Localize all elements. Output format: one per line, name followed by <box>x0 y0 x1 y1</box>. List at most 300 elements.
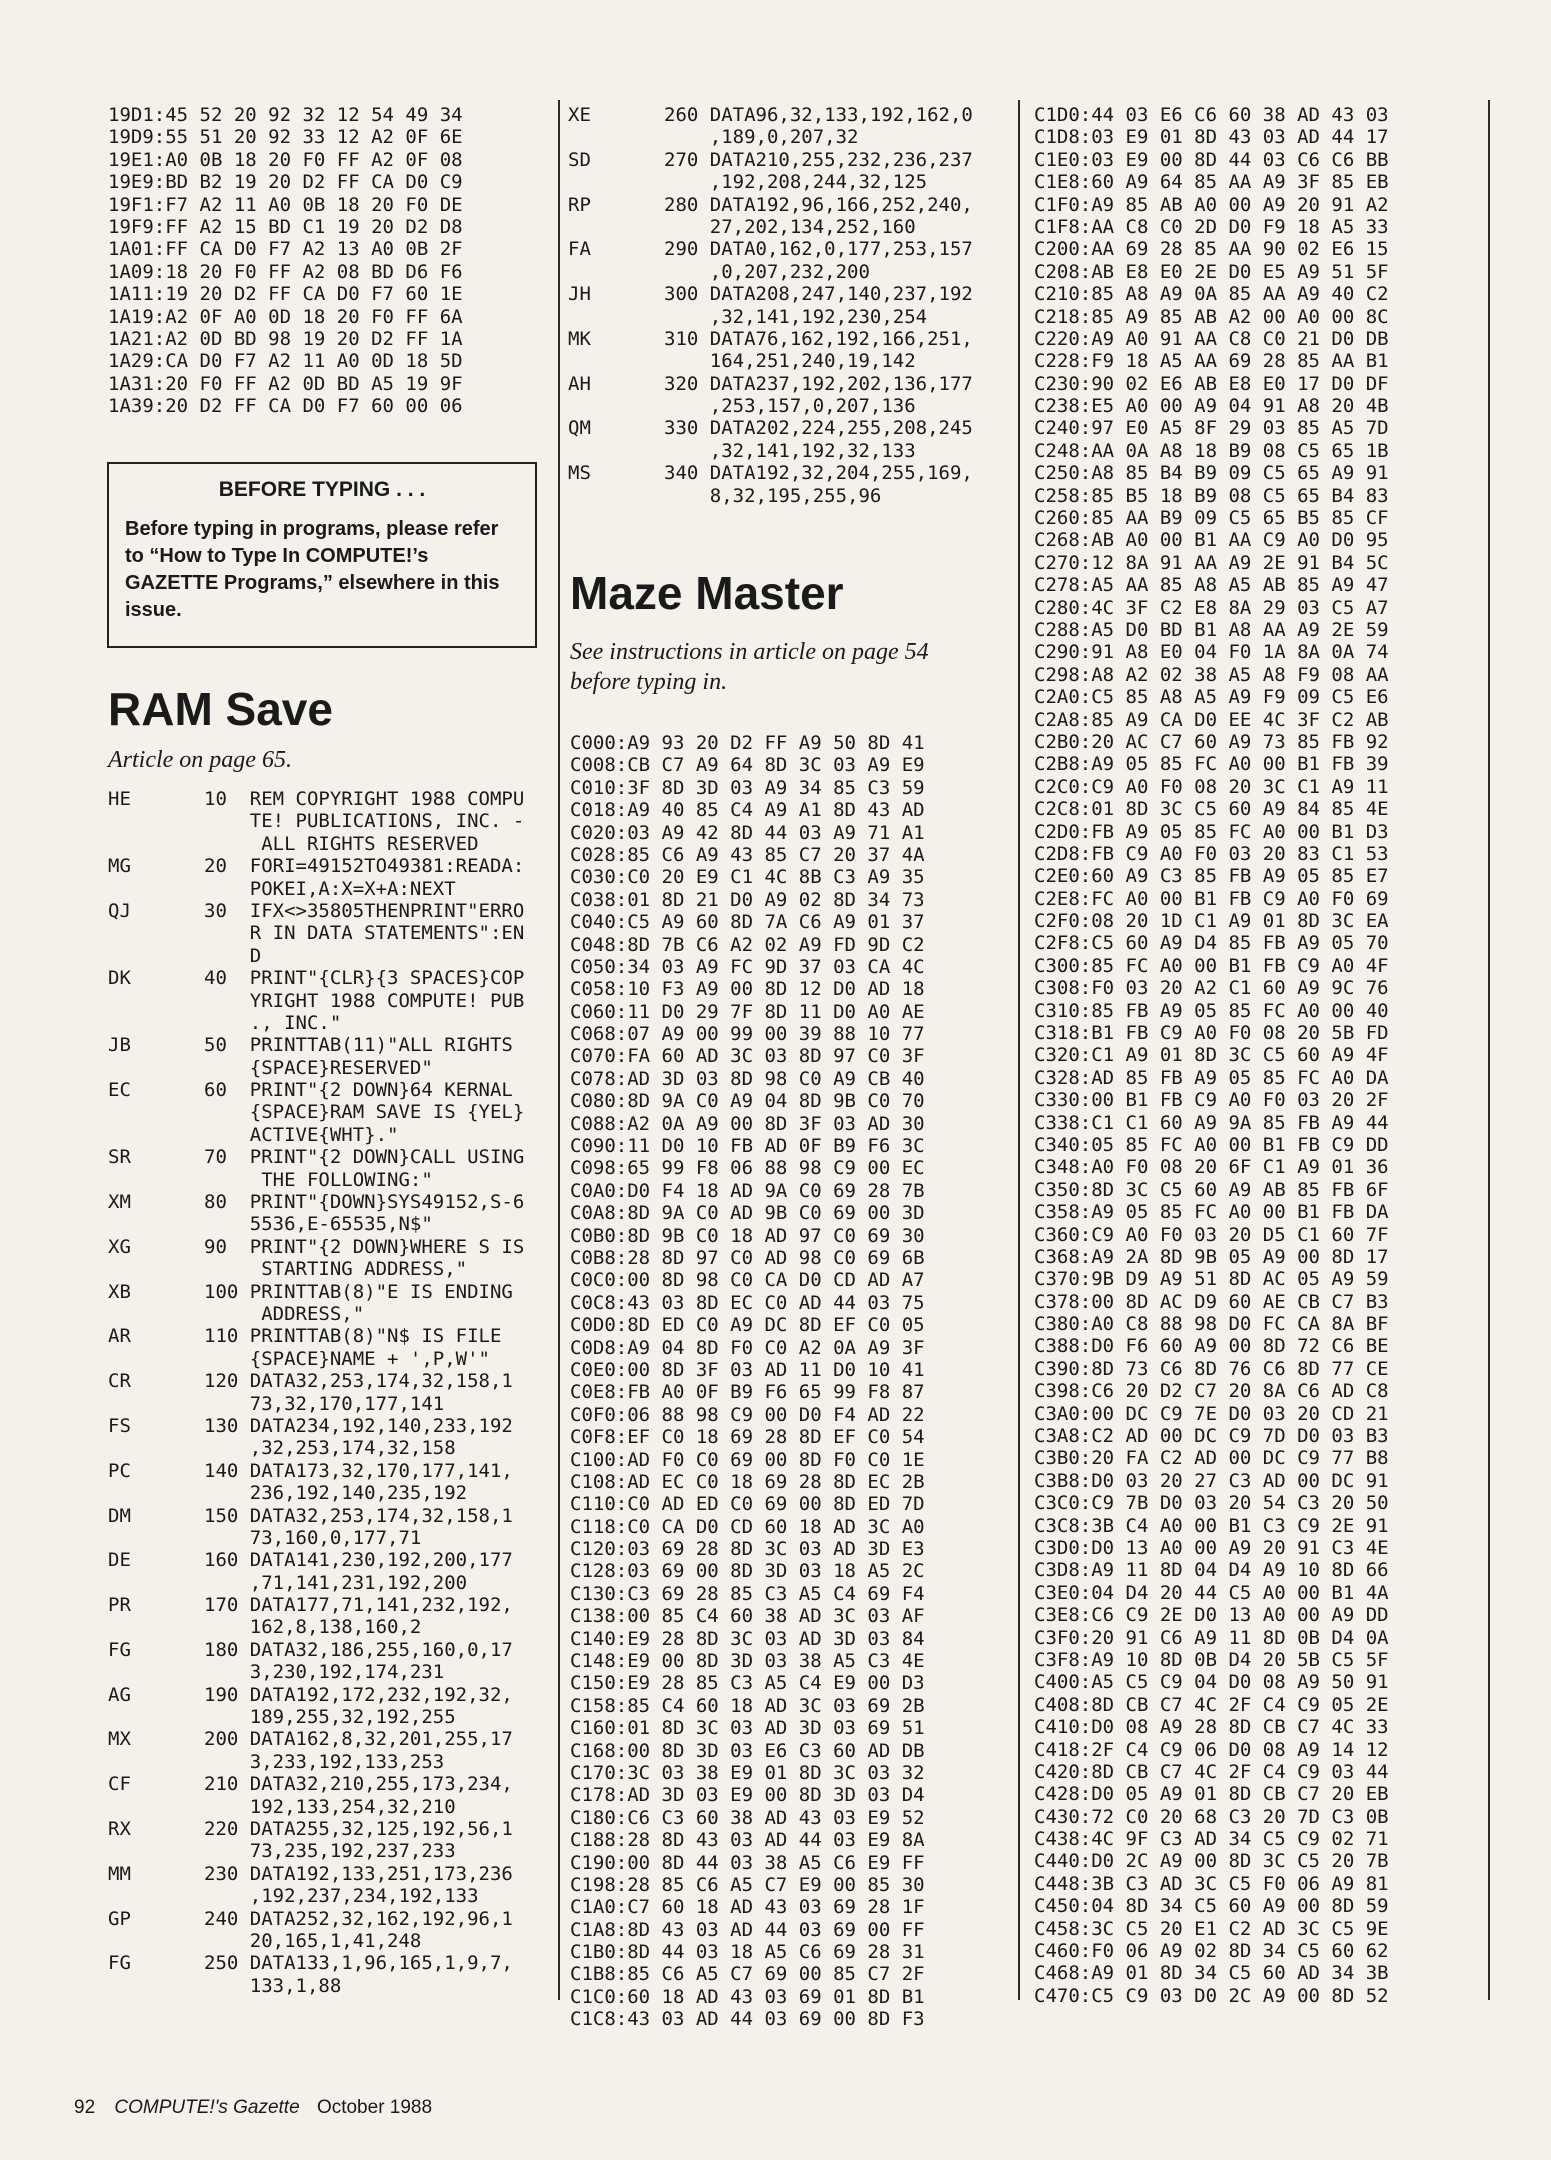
ram-save-line <box>108 990 524 1012</box>
program-text: 70 PRINT"{2 DOWN}CALL USING <box>204 1146 525 1169</box>
col2-hex-line: C0A0:D0 F4 18 AD 9A C0 69 28 7B <box>570 1179 925 1202</box>
col3-hex-line: C388:D0 F6 60 A9 00 8D 72 C6 BE <box>1034 1335 1389 1358</box>
col3-hex-line: C238:E5 A0 00 A9 04 91 A8 20 4B <box>1034 395 1389 418</box>
col3-hex-line: C290:91 A8 E0 04 F0 1A 8A 0A 74 <box>1034 641 1389 664</box>
program-text: 3,233,192,133,253 <box>204 1750 445 1773</box>
checksum-code <box>568 395 664 417</box>
checksum-code <box>568 485 664 507</box>
ram-save-line <box>108 1169 524 1191</box>
col2-basic-line <box>568 261 973 283</box>
ram-save-line <box>108 945 524 967</box>
program-text: 164,251,240,19,142 <box>664 350 916 373</box>
checksum-code <box>108 1482 204 1504</box>
ram-save-line <box>108 1773 524 1795</box>
col3-hex-line: C430:72 C0 20 68 C3 20 7D C3 0B <box>1034 1805 1389 1828</box>
col2-basic-line <box>568 194 973 216</box>
col2-hex-line: C1C0:60 18 AD 43 03 69 01 8D B1 <box>570 1985 925 2008</box>
checksum-code: FS <box>108 1414 131 1437</box>
col3-hex-line: C408:8D CB C7 4C 2F C4 C9 05 2E <box>1034 1693 1389 1716</box>
checksum-code: AR <box>108 1325 131 1348</box>
program-text: ,32,141,192,230,254 <box>664 305 928 328</box>
ram-save-line <box>108 1684 524 1706</box>
ram-save-line <box>108 1908 524 1930</box>
col3-hex-line: C3D0:D0 13 A0 00 A9 20 91 C3 4E <box>1034 1537 1389 1559</box>
checksum-code: DE <box>108 1549 131 1572</box>
program-text: 236,192,140,235,192 <box>204 1482 468 1505</box>
ram-save-line <box>108 1549 524 1571</box>
checksum-code <box>108 1101 204 1123</box>
col2-basic-line <box>568 350 973 372</box>
ram-save-subtitle: Article on page 65. <box>108 747 292 773</box>
col3-hex-line: C260:85 AA B9 09 C5 65 B5 85 CF <box>1034 507 1389 530</box>
col1-hex-line: 19E9:BD B2 19 20 D2 FF CA D0 C9 <box>108 171 463 194</box>
col2-hex-line: C0E8:FB A0 0F B9 F6 65 99 F8 87 <box>570 1381 925 1404</box>
checksum-code: QM <box>568 417 591 440</box>
col3-hex-line: C2E0:60 A9 C3 85 FB A9 05 85 E7 <box>1034 865 1389 888</box>
program-text: 140 DATA173,32,170,177,141, <box>204 1459 513 1482</box>
checksum-code <box>108 1012 204 1034</box>
col3-hex-line: C328:AD 85 FB A9 05 85 FC A0 DA <box>1034 1066 1389 1089</box>
ram-save-line <box>108 788 524 810</box>
checksum-code: AG <box>108 1683 131 1706</box>
col3-hex-line: C438:4C 9F C3 AD 34 C5 C9 02 71 <box>1034 1828 1389 1851</box>
col3-hex-line: C398:C6 20 D2 C7 20 8A C6 AD C8 <box>1034 1380 1389 1403</box>
checksum-code <box>108 1840 204 1862</box>
col1-hex-line: 19F9:FF A2 15 BD C1 19 20 D2 D8 <box>108 215 463 238</box>
checksum-code <box>108 1124 204 1146</box>
checksum-code: JH <box>568 283 591 306</box>
col3-hex-line: C2C0:C9 A0 F0 08 20 3C C1 A9 11 <box>1034 775 1389 798</box>
col3-hex-line: C448:3B C3 AD 3C C5 F0 06 A9 81 <box>1034 1872 1389 1895</box>
col3-hex-listing <box>1034 104 1389 2007</box>
col2-basic-line <box>568 306 973 328</box>
col2-hex-line: C138:00 85 C4 60 38 AD 3C 03 AF <box>570 1605 925 1628</box>
col3-hex-line: C370:9B D9 A9 51 8D AC 05 A9 59 <box>1034 1268 1389 1291</box>
maze-master-title: Maze Master <box>570 567 844 619</box>
col3-hex-line: C418:2F C4 C9 06 D0 08 A9 14 12 <box>1034 1738 1389 1761</box>
col2-hex-line: C090:11 D0 10 FB AD 0F B9 F6 3C <box>570 1135 925 1158</box>
col3-hex-line: C3C0:C9 7B D0 03 20 54 C3 20 50 <box>1034 1492 1389 1515</box>
checksum-code: FG <box>108 1638 131 1661</box>
program-text: 3,230,192,174,231 <box>204 1661 445 1684</box>
col2-hex-line: C020:03 A9 42 8D 44 03 A9 71 A1 <box>570 821 925 844</box>
checksum-code <box>108 1930 204 1952</box>
checksum-code: JB <box>108 1034 131 1057</box>
ram-save-line <box>108 1930 524 1952</box>
ram-save-line <box>108 1952 524 1974</box>
program-text: 100 PRINTTAB(8)"E IS ENDING <box>204 1280 513 1303</box>
program-text: 60 PRINT"{2 DOWN}64 KERNAL <box>204 1079 513 1102</box>
col2-basic-line <box>568 328 973 350</box>
col3-hex-line: C250:A8 85 B4 B9 09 C5 65 A9 91 <box>1034 462 1389 485</box>
checksum-code: MG <box>108 855 131 878</box>
program-text: 190 DATA192,172,232,192,32, <box>204 1683 513 1706</box>
col2-hex-line: C0E0:00 8D 3F 03 AD 11 D0 10 41 <box>570 1358 925 1381</box>
ram-save-title: RAM Save <box>108 683 333 735</box>
col3-hex-line: C340:05 85 FC A0 00 B1 FB C9 DD <box>1034 1133 1389 1156</box>
col3-hex-line: C2D8:FB C9 A0 F0 03 20 83 C1 53 <box>1034 842 1389 865</box>
checksum-code: EC <box>108 1079 131 1102</box>
col2-hex-line: C128:03 69 00 8D 3D 03 18 A5 2C <box>570 1560 925 1583</box>
col3-hex-line: C2C8:01 8D 3C C5 60 A9 84 85 4E <box>1034 798 1389 821</box>
ram-save-line <box>108 1370 524 1392</box>
ram-save-line <box>108 1437 524 1459</box>
col2-hex-line: C0D0:8D ED C0 A9 DC 8D EF C0 05 <box>570 1314 925 1337</box>
col2-hex-line: C060:11 D0 29 7F 8D 11 D0 A0 AE <box>570 1000 925 1023</box>
ram-save-line <box>108 1706 524 1728</box>
ram-save-line <box>108 1303 524 1325</box>
program-text: 240 DATA252,32,162,192,96,1 <box>204 1907 513 1930</box>
col3-hex-line: C468:A9 01 8D 34 C5 60 AD 34 3B <box>1034 1962 1389 1985</box>
col1-hex-listing <box>108 104 463 417</box>
before-typing-box <box>107 462 537 648</box>
col2-hex-line: C198:28 85 C6 A5 C7 E9 00 85 30 <box>570 1873 925 1896</box>
program-text: 27,202,134,252,160 <box>664 215 916 238</box>
col2-hex-line: C078:AD 3D 03 8D 98 C0 A9 CB 40 <box>570 1067 925 1090</box>
col2-hex-line: C038:01 8D 21 D0 A9 02 8D 34 73 <box>570 888 925 911</box>
col2-hex-line: C028:85 C6 A9 43 85 C7 20 37 4A <box>570 843 925 866</box>
checksum-code <box>108 1169 204 1191</box>
col2-hex-line: C130:C3 69 28 85 C3 A5 C4 69 F4 <box>570 1582 925 1605</box>
checksum-code <box>108 1616 204 1638</box>
checksum-code <box>108 922 204 944</box>
col2-hex-line: C000:A9 93 20 D2 FF A9 50 8D 41 <box>570 732 925 754</box>
program-text: 200 DATA162,8,32,201,255,17 <box>204 1728 513 1751</box>
program-text: 133,1,88 <box>204 1974 342 1997</box>
col3-hex-line: C320:C1 A9 01 8D 3C C5 60 A9 4F <box>1034 1044 1389 1067</box>
checksum-code <box>568 216 664 238</box>
col3-hex-line: C2A0:C5 85 A8 A5 A9 F9 09 C5 E6 <box>1034 686 1389 709</box>
col2-hex-line: C148:E9 00 8D 3D 03 38 A5 C3 4E <box>570 1650 925 1673</box>
col3-hex-line: C420:8D CB C7 4C 2F C4 C9 03 44 <box>1034 1760 1389 1783</box>
col3-hex-line: C3A0:00 DC C9 7E D0 03 20 CD 21 <box>1034 1402 1389 1425</box>
col2-basic-line <box>568 104 973 126</box>
checksum-code: CF <box>108 1773 131 1796</box>
col3-hex-line: C2E8:FC A0 00 B1 FB C9 A0 F0 69 <box>1034 887 1389 910</box>
checksum-code: FA <box>568 238 591 261</box>
checksum-code <box>108 833 204 855</box>
program-text: ADDRESS," <box>204 1302 365 1325</box>
col2-hex-line: C108:AD EC C0 18 69 28 8D EC 2B <box>570 1470 925 1493</box>
col2-hex-line: C120:03 69 28 8D 3C 03 AD 3D E3 <box>570 1538 925 1561</box>
program-text: 280 DATA192,96,166,252,240, <box>664 193 973 216</box>
program-text: ,192,237,234,192,133 <box>204 1885 479 1908</box>
checksum-code: RX <box>108 1817 131 1840</box>
ram-save-line <box>108 1034 524 1056</box>
maze-master-subtitle-1: See instructions in article on page 54 <box>570 639 929 665</box>
program-text: ,253,157,0,207,136 <box>664 395 916 418</box>
program-text: 30 IFX<>35805THENPRINT"ERRO <box>204 899 525 922</box>
col2-basic-line <box>568 171 973 193</box>
col3-hex-line: C470:C5 C9 03 D0 2C A9 00 8D 52 <box>1034 1984 1389 2007</box>
ram-save-line <box>108 1101 524 1123</box>
ram-save-line <box>108 1325 524 1347</box>
col3-hex-line: C3B0:20 FA C2 AD 00 DC C9 77 B8 <box>1034 1447 1389 1470</box>
col2-hex-line: C170:3C 03 38 E9 01 8D 3C 03 32 <box>570 1761 925 1784</box>
program-text: ,0,207,232,200 <box>664 260 870 283</box>
ram-save-line <box>108 1348 524 1370</box>
ram-save-line <box>108 855 524 877</box>
col1-hex-line: 19D1:45 52 20 92 32 12 54 49 34 <box>108 104 463 126</box>
col3-hex-line: C390:8D 73 C6 8D 76 C6 8D 77 CE <box>1034 1357 1389 1380</box>
program-text: ACTIVE{WHT}." <box>204 1123 399 1146</box>
checksum-code: XG <box>108 1235 131 1258</box>
ram-save-line <box>108 967 524 989</box>
col3-hex-line: C200:AA 69 28 85 AA 90 02 E6 15 <box>1034 238 1389 261</box>
program-text: 120 DATA32,253,174,32,158,1 <box>204 1370 513 1393</box>
col3-hex-line: C310:85 FB A9 05 85 FC A0 00 40 <box>1034 999 1389 1022</box>
col2-hex-line: C050:34 03 A9 FC 9D 37 03 CA 4C <box>570 955 925 978</box>
checksum-code: MM <box>108 1862 131 1885</box>
ram-save-line <box>108 1124 524 1146</box>
col3-hex-line: C298:A8 A2 02 38 A5 A8 F9 08 AA <box>1034 663 1389 686</box>
col3-hex-line: C380:A0 C8 88 98 D0 FC CA 8A BF <box>1034 1313 1389 1336</box>
program-text: 250 DATA133,1,96,165,1,9,7, <box>204 1952 513 1975</box>
checksum-code: DM <box>108 1504 131 1527</box>
checksum-code <box>108 1393 204 1415</box>
checksum-code <box>568 306 664 328</box>
program-text: 230 DATA192,133,251,173,236 <box>204 1862 513 1885</box>
col1-hex-line: 1A09:18 20 F0 FF A2 08 BD D6 F6 <box>108 260 463 283</box>
checksum-code: XE <box>568 104 591 126</box>
ram-save-line <box>108 922 524 944</box>
col2-hex-line: C178:AD 3D 03 E9 00 8D 3D 03 D4 <box>570 1784 925 1807</box>
checksum-code <box>108 1348 204 1370</box>
col2-hex-listing <box>570 732 925 2031</box>
col3-hex-line: C3E0:04 D4 20 44 C5 A0 00 B1 4A <box>1034 1581 1389 1604</box>
program-text: D <box>204 944 262 967</box>
program-text: 90 PRINT"{2 DOWN}WHERE S IS <box>204 1235 525 1258</box>
col3-hex-line: C458:3C C5 20 E1 C2 AD 3C C5 9E <box>1034 1917 1389 1940</box>
col3-hex-line: C280:4C 3F C2 E8 8A 29 03 C5 A7 <box>1034 596 1389 619</box>
checksum-code: SR <box>108 1146 131 1169</box>
col2-hex-line: C100:AD F0 C0 69 00 8D F0 C0 1E <box>570 1448 925 1471</box>
col2-basic-line <box>568 373 973 395</box>
col2-basic-line <box>568 417 973 439</box>
col3-hex-line: C208:AB E8 E0 2E D0 E5 A9 51 5F <box>1034 260 1389 283</box>
ram-save-line <box>108 1460 524 1482</box>
program-text: ,189,0,207,32 <box>664 126 859 149</box>
col2-hex-line: C0C8:43 03 8D EC C0 AD 44 03 75 <box>570 1291 925 1314</box>
program-text: {SPACE}NAME + ',P,W'" <box>204 1347 490 1370</box>
ram-save-line <box>108 1079 524 1101</box>
program-text: 20 FORI=49152TO49381:READA: <box>204 855 525 878</box>
checksum-code: FG <box>108 1952 131 1975</box>
col3-hex-line: C240:97 E0 A5 8F 29 03 85 A5 7D <box>1034 417 1389 440</box>
ram-save-line <box>108 1482 524 1504</box>
ram-save-line <box>108 1012 524 1034</box>
column-rule-3 <box>1488 100 1490 2000</box>
checksum-code: AH <box>568 372 591 395</box>
col2-hex-line: C008:CB C7 A9 64 8D 3C 03 A9 E9 <box>570 754 925 777</box>
col3-hex-line: C360:C9 A0 F0 03 20 D5 C1 60 7F <box>1034 1223 1389 1246</box>
program-text: 270 DATA210,255,232,236,237 <box>664 148 973 171</box>
col1-hex-line: 19D9:55 51 20 92 33 12 A2 0F 6E <box>108 126 463 149</box>
program-text: 10 REM COPYRIGHT 1988 COMPU <box>204 788 525 810</box>
col3-hex-line: C308:F0 03 20 A2 C1 60 A9 9C 76 <box>1034 977 1389 1000</box>
ram-save-line <box>108 1639 524 1661</box>
col3-hex-line: C330:00 B1 FB C9 A0 F0 03 20 2F <box>1034 1089 1389 1112</box>
program-text: 260 DATA96,32,133,192,162,0 <box>664 104 973 126</box>
col1-hex-line: 1A29:CA D0 F7 A2 11 A0 0D 18 5D <box>108 350 463 373</box>
before-typing-heading: BEFORE TYPING . . . <box>218 478 426 501</box>
col3-hex-line: C1E0:03 E9 00 8D 44 03 C6 C6 BB <box>1034 148 1389 171</box>
program-text: 110 PRINTTAB(8)"N$ IS FILE <box>204 1325 502 1348</box>
program-text: 8,32,195,255,96 <box>664 484 882 507</box>
program-text: ., INC." <box>204 1011 342 1034</box>
col3-hex-line: C270:12 8A 91 AA A9 2E 91 B4 5C <box>1034 551 1389 574</box>
col3-hex-line: C278:A5 AA 85 A8 A5 AB 85 A9 47 <box>1034 574 1389 597</box>
column-rule-1 <box>558 100 560 2000</box>
program-text: ,71,141,231,192,200 <box>204 1571 468 1594</box>
col3-hex-line: C2B8:A9 05 85 FC A0 00 B1 FB 39 <box>1034 753 1389 776</box>
ram-save-line <box>108 1818 524 1840</box>
col3-hex-line: C450:04 8D 34 C5 60 A9 00 8D 59 <box>1034 1895 1389 1918</box>
page-number: 92 <box>74 2097 96 2118</box>
col2-hex-line: C150:E9 28 85 C3 A5 C4 E9 00 D3 <box>570 1672 925 1695</box>
program-text: THE FOLLOWING:" <box>204 1168 433 1191</box>
col2-hex-line: C058:10 F3 A9 00 8D 12 D0 AD 18 <box>570 978 925 1001</box>
col2-hex-line: C0A8:8D 9A C0 AD 9B C0 69 00 3D <box>570 1202 925 1225</box>
col1-hex-line: 19F1:F7 A2 11 A0 0B 18 20 F0 DE <box>108 193 463 216</box>
ram-save-line <box>108 1885 524 1907</box>
ram-save-line <box>108 1393 524 1415</box>
program-text: 210 DATA32,210,255,173,234, <box>204 1773 513 1796</box>
col2-hex-line: C088:A2 0A A9 00 8D 3F 03 AD 30 <box>570 1112 925 1135</box>
col2-basic-line <box>568 395 973 417</box>
program-text: 5536,E-65535,N$" <box>204 1213 433 1236</box>
program-text: 162,8,138,160,2 <box>204 1616 422 1639</box>
program-text: STARTING ADDRESS," <box>204 1258 468 1281</box>
col2-hex-line: C0C0:00 8D 98 C0 CA D0 CD AD A7 <box>570 1269 925 1292</box>
program-text: {SPACE}RESERVED" <box>204 1056 433 1079</box>
checksum-code <box>108 1437 204 1459</box>
col2-basic-line <box>568 283 973 305</box>
ram-save-line <box>108 1258 524 1280</box>
col3-hex-line: C2F0:08 20 1D C1 A9 01 8D 3C EA <box>1034 910 1389 933</box>
program-text: 20,165,1,41,248 <box>204 1929 422 1952</box>
col3-hex-line: C460:F0 06 A9 02 8D 34 C5 60 62 <box>1034 1940 1389 1963</box>
col2-basic-listing <box>568 104 973 507</box>
checksum-code: PC <box>108 1459 131 1482</box>
checksum-code <box>108 1751 204 1773</box>
checksum-code <box>108 1661 204 1683</box>
page-footer <box>74 2097 432 2119</box>
ram-save-line <box>108 810 524 832</box>
col1-hex-line: 19E1:A0 0B 18 20 F0 FF A2 0F 08 <box>108 148 463 171</box>
checksum-code <box>568 126 664 148</box>
col3-hex-line: C1E8:60 A9 64 85 AA A9 3F 85 EB <box>1034 171 1389 194</box>
col3-hex-line: C288:A5 D0 BD B1 A8 AA A9 2E 59 <box>1034 618 1389 641</box>
program-text: 150 DATA32,253,174,32,158,1 <box>204 1504 513 1527</box>
col2-hex-line: C030:C0 20 E9 C1 4C 8B C3 A9 35 <box>570 866 925 889</box>
program-text: 320 DATA237,192,202,136,177 <box>664 372 973 395</box>
col2-hex-line: C0F0:06 88 98 C9 00 D0 F4 AD 22 <box>570 1403 925 1426</box>
program-text: 73,160,0,177,71 <box>204 1526 422 1549</box>
col2-basic-line <box>568 149 973 171</box>
col3-hex-line: C230:90 02 E6 AB E8 E0 17 D0 DF <box>1034 372 1389 395</box>
checksum-code: PR <box>108 1594 131 1617</box>
col3-hex-line: C2F8:C5 60 A9 D4 85 FB A9 05 70 <box>1034 932 1389 955</box>
ram-save-line <box>108 1863 524 1885</box>
program-text: 192,133,254,32,210 <box>204 1795 456 1818</box>
checksum-code: XM <box>108 1191 131 1214</box>
maze-master-subtitle-2: before typing in. <box>570 669 728 695</box>
col3-hex-line: C400:A5 C5 C9 04 D0 08 A9 50 91 <box>1034 1671 1389 1694</box>
program-text: 73,32,170,177,141 <box>204 1392 445 1415</box>
col3-hex-line: C300:85 FC A0 00 B1 FB C9 A0 4F <box>1034 954 1389 977</box>
program-text: 170 DATA177,71,141,232,192, <box>204 1594 513 1617</box>
col3-hex-line: C440:D0 2C A9 00 8D 3C C5 20 7B <box>1034 1850 1389 1873</box>
col2-hex-line: C140:E9 28 8D 3C 03 AD 3D 03 84 <box>570 1627 925 1650</box>
ram-save-line <box>108 1505 524 1527</box>
col2-basic-line <box>568 440 973 462</box>
ram-save-line <box>108 1146 524 1168</box>
ram-save-line <box>108 1594 524 1616</box>
col2-hex-line: C080:8D 9A C0 A9 04 8D 9B C0 70 <box>570 1090 925 1113</box>
col2-hex-line: C1B0:8D 44 03 18 A5 C6 69 28 31 <box>570 1941 925 1964</box>
col2-basic-line <box>568 462 973 484</box>
col3-hex-line: C1F0:A9 85 AB A0 00 A9 20 91 A2 <box>1034 193 1389 216</box>
checksum-code <box>108 1572 204 1594</box>
ram-save-line <box>108 1281 524 1303</box>
checksum-code <box>568 261 664 283</box>
checksum-code: MK <box>568 327 591 350</box>
checksum-code: QJ <box>108 899 131 922</box>
ram-save-line <box>108 1840 524 1862</box>
col2-basic-line <box>568 216 973 238</box>
col3-hex-line: C428:D0 05 A9 01 8D CB C7 20 EB <box>1034 1783 1389 1806</box>
checksum-code: MX <box>108 1728 131 1751</box>
ram-save-line <box>108 1796 524 1818</box>
col3-hex-line: C228:F9 18 A5 AA 69 28 85 AA B1 <box>1034 350 1389 373</box>
checksum-code: GP <box>108 1907 131 1930</box>
checksum-code <box>568 350 664 372</box>
col2-hex-line: C0D8:A9 04 8D F0 C0 A2 0A A9 3F <box>570 1336 925 1359</box>
program-text: POKEI,A:X=X+A:NEXT <box>204 877 456 900</box>
col3-hex-line: C2A8:85 A9 CA D0 EE 4C 3F C2 AB <box>1034 708 1389 731</box>
ram-save-line <box>108 1975 524 1997</box>
col3-hex-line: C3E8:C6 C9 2E D0 13 A0 00 A9 DD <box>1034 1604 1389 1627</box>
col3-hex-line: C338:C1 C1 60 A9 9A 85 FB A9 44 <box>1034 1111 1389 1134</box>
program-text: 290 DATA0,162,0,177,253,157 <box>664 238 973 261</box>
checksum-code: CR <box>108 1370 131 1393</box>
col2-hex-line: C048:8D 7B C6 A2 02 A9 FD 9D C2 <box>570 933 925 956</box>
col3-hex-line: C258:85 B5 18 B9 08 C5 65 B4 83 <box>1034 484 1389 507</box>
program-text: 310 DATA76,162,192,166,251, <box>664 327 973 350</box>
col2-hex-line: C098:65 99 F8 06 88 98 C9 00 EC <box>570 1157 925 1180</box>
col3-hex-line: C248:AA 0A A8 18 B9 08 C5 65 1B <box>1034 439 1389 462</box>
col3-hex-line: C410:D0 08 A9 28 8D CB C7 4C 33 <box>1034 1716 1389 1739</box>
col1-hex-line: 1A39:20 D2 FF CA D0 F7 60 00 06 <box>108 395 463 418</box>
program-text: {SPACE}RAM SAVE IS {YEL} <box>204 1101 525 1124</box>
col2-hex-line: C1B8:85 C6 A5 C7 69 00 85 C7 2F <box>570 1963 925 1986</box>
col2-hex-line: C040:C5 A9 60 8D 7A C6 A9 01 37 <box>570 911 925 934</box>
col3-hex-line: C220:A9 A0 91 AA C8 C0 21 D0 DB <box>1034 327 1389 350</box>
col3-hex-line: C3F8:A9 10 8D 0B D4 20 5B C5 5F <box>1034 1648 1389 1671</box>
col3-hex-line: C2D0:FB A9 05 85 FC A0 00 B1 D3 <box>1034 820 1389 843</box>
col2-hex-line: C0F8:EF C0 18 69 28 8D EF C0 54 <box>570 1426 925 1449</box>
ram-save-line <box>108 1572 524 1594</box>
col1-hex-line: 1A21:A2 0D BD 98 19 20 D2 FF 1A <box>108 327 463 350</box>
col3-hex-line: C3B8:D0 03 20 27 C3 AD 00 DC 91 <box>1034 1469 1389 1492</box>
program-text: TE! PUBLICATIONS, INC. - <box>204 810 525 833</box>
program-text: 130 DATA234,192,140,233,192 <box>204 1414 513 1437</box>
col3-hex-line: C318:B1 FB C9 A0 F0 08 20 5B FD <box>1034 1022 1389 1045</box>
ram-save-line <box>108 1616 524 1638</box>
checksum-code <box>108 1057 204 1079</box>
col2-hex-line: C010:3F 8D 3D 03 A9 34 85 C3 59 <box>570 776 925 799</box>
